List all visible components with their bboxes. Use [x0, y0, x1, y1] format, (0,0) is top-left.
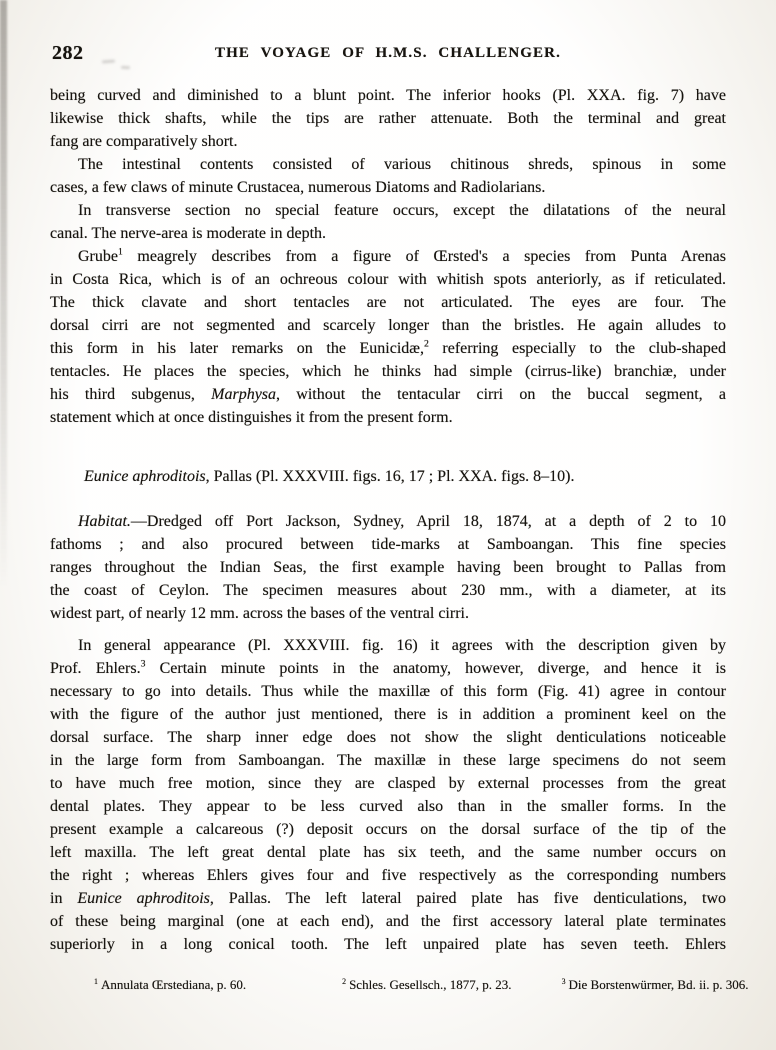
- footnote-reference: 1: [117, 246, 123, 258]
- paragraph-continuation: [50, 84, 726, 153]
- text-segment: likewise thick shafts, while the tips are rather attenuate. Both the terminal and great: [50, 110, 726, 127]
- text-segment: The thick clavate and short tentacles are not articulated. The eyes are four. The: [50, 294, 726, 311]
- footnote-text: Schles. Gesellsch., 1877, p. 23.: [349, 977, 512, 992]
- text-line: [50, 556, 726, 579]
- text-line: [50, 818, 726, 841]
- text-line: [50, 887, 726, 910]
- text-segment: left maxilla. The left great dental plate has six teeth, and the same number occurs on: [50, 844, 726, 861]
- footnote-marker: 3: [561, 976, 566, 986]
- text-segment: The intestinal contents consisted of various chitinous shreds, spinous in some: [78, 156, 726, 173]
- text-segment: this form in his later remarks on the Eunicidæ,: [50, 340, 424, 357]
- text-segment: of these being marginal (one at each end), and the first accessory lateral plate terminates: [50, 913, 726, 930]
- text-segment: , Pallas. The left lateral paired plate has five denticulations, two: [209, 890, 727, 907]
- text-line: [50, 383, 726, 406]
- text-line: [50, 510, 726, 533]
- text-segment: In transverse section no special feature occurs, except the dilatations of the neural: [78, 202, 726, 219]
- running-header: [50, 42, 726, 68]
- text-segment: , Pallas (Pl. XXXVIII. figs. 16, 17 ; Pl. XXA. figs. 8–10).: [205, 468, 575, 485]
- text-segment: tentacles. He places the species, which he thinks had simple (cirrus-like) branchiæ, under: [50, 363, 726, 380]
- text-line: [50, 657, 726, 680]
- text-line: [50, 841, 726, 864]
- text-segment: dental plates. They appear to be less curved also than in the smaller forms. In the: [50, 798, 726, 815]
- footnote-reference: 3: [140, 658, 146, 670]
- text-line: [50, 634, 726, 657]
- text-segment: superiorly in a long conical tooth. The left unpaired plate has seven teeth. Ehlers: [50, 936, 726, 953]
- text-segment: dorsal surface. The sharp inner edge does not show the slight denticulations noticeable: [50, 729, 726, 746]
- text-line: [50, 406, 726, 429]
- text-line: [50, 360, 726, 383]
- footnote-text: Die Borstenwürmer, Bd. ii. p. 306.: [568, 977, 749, 992]
- text-line: [50, 268, 726, 291]
- text-line: [50, 176, 726, 199]
- text-line: [50, 199, 726, 222]
- page-number: 282: [52, 42, 84, 64]
- text-line: [50, 314, 726, 337]
- text-segment: widest part, of nearly 12 mm. across the bases of the ventral cirri.: [50, 605, 469, 622]
- text-line: [50, 864, 726, 887]
- text-segment: Certain minute points in the anatomy, however, diverge, and hence it is: [145, 660, 726, 677]
- text-line: [50, 107, 726, 130]
- page-body: [50, 84, 726, 956]
- footnote-marker: 2: [342, 976, 347, 986]
- text-line: [50, 772, 726, 795]
- text-segment: the right ; whereas Ehlers gives four and five respectively as the corresponding numbers: [50, 867, 726, 884]
- text-segment: fathoms ; and also procured between tide-marks at Samboangan. This fine species: [50, 536, 726, 553]
- text-line: [50, 749, 726, 772]
- text-segment: cases, a few claws of minute Crustacea, numerous Diatoms and Radiolarians.: [50, 179, 546, 196]
- text-line: [50, 910, 726, 933]
- paragraph-habitat: [50, 510, 726, 625]
- text-segment: Prof. Ehlers.: [50, 660, 141, 677]
- text-segment: with the figure of the author just mentioned, there is in addition a prominent keel on the: [50, 706, 726, 723]
- footnote-text: Annulata Œrstediana, p. 60.: [100, 977, 247, 992]
- text-segment: in Costa Rica, which is of an ochreous colour with whitish spots anteriorly, as if reticulated.: [50, 271, 726, 288]
- text-line: [50, 602, 726, 625]
- scan-edge-shadow: [0, 0, 7, 588]
- text-segment: canal. The nerve-area is moderate in depth.: [50, 225, 327, 242]
- text-segment: in the large form from Samboangan. The maxillæ in these large specimens do not seem: [50, 752, 726, 769]
- text-segment: ranges throughout the Indian Seas, the first example having been brought to Pallas from: [50, 559, 726, 576]
- footnote-marker: 1: [94, 976, 98, 986]
- text-segment: meagrely describes from a figure of Œrsted's a species from Punta Arenas: [122, 248, 726, 265]
- text-segment: to have much free motion, since they are clasped by external processes from the great: [50, 775, 726, 792]
- species-heading: [50, 465, 726, 488]
- text-line: [50, 153, 726, 176]
- text-segment: in: [50, 890, 78, 907]
- italic-text: Eunice aphroditois: [77, 890, 210, 907]
- text-segment: —Dredged off Port Jackson, Sydney, April 18, 1874, at a depth of 2 to 10: [130, 513, 726, 530]
- text-segment: dorsal cirri are not segmented and scarcely longer than the bristles. He again alludes to: [50, 317, 726, 334]
- italic-text: Habitat.: [78, 513, 131, 530]
- text-line: [50, 84, 726, 107]
- text-segment: , without the tentacular cirri on the buccal segment, a: [276, 386, 726, 403]
- footnote-3: [562, 976, 749, 994]
- text-line: [50, 680, 726, 703]
- text-segment: being curved and diminished to a blunt point. The inferior hooks (Pl. XXA. fig. 7) have: [50, 87, 726, 104]
- text-line: [50, 795, 726, 818]
- text-segment: In general appearance (Pl. XXXVIII. fig. 16) it agrees with the description given by: [78, 637, 726, 654]
- text-line: [50, 222, 726, 245]
- text-line: [50, 337, 726, 360]
- text-line: [50, 291, 726, 314]
- text-segment: statement which at once distinguishes it from the present form.: [50, 409, 453, 426]
- text-line: [50, 726, 726, 749]
- text-segment: Grube: [78, 248, 118, 265]
- paragraph-intestinal-contents: [50, 153, 726, 199]
- text-segment: the coast of Ceylon. The specimen measures about 230 mm., with a diameter, at its: [50, 582, 726, 599]
- running-head-title: THE VOYAGE OF H.M.S. CHALLENGER.: [215, 45, 561, 61]
- text-line: [50, 465, 726, 488]
- text-line: [50, 533, 726, 556]
- italic-text: Marphysa: [211, 386, 277, 403]
- footnote-1: [94, 976, 246, 994]
- text-segment: referring especially to the club-shaped: [428, 340, 726, 357]
- text-line: [50, 130, 726, 153]
- text-line: [50, 933, 726, 956]
- text-segment: necessary to go into details. Thus while the maxillæ of this form (Fig. 41) agree in contour: [50, 683, 726, 700]
- text-segment: his third subgenus,: [50, 386, 212, 403]
- footnotes: [50, 976, 749, 994]
- paragraph-general-appearance: [50, 634, 726, 956]
- text-line: [50, 245, 726, 268]
- italic-text: Eunice aphroditois: [84, 468, 206, 485]
- text-line: [50, 703, 726, 726]
- paragraph-grube: [50, 245, 726, 429]
- text-line: [50, 579, 726, 602]
- footnote-reference: 2: [423, 338, 429, 350]
- text-segment: fang are comparatively short.: [50, 133, 238, 150]
- footnote-2: [342, 976, 511, 994]
- paragraph-transverse-section: [50, 199, 726, 245]
- text-segment: present example a calcareous (?) deposit occurs on the dorsal surface of the tip of the: [50, 821, 726, 838]
